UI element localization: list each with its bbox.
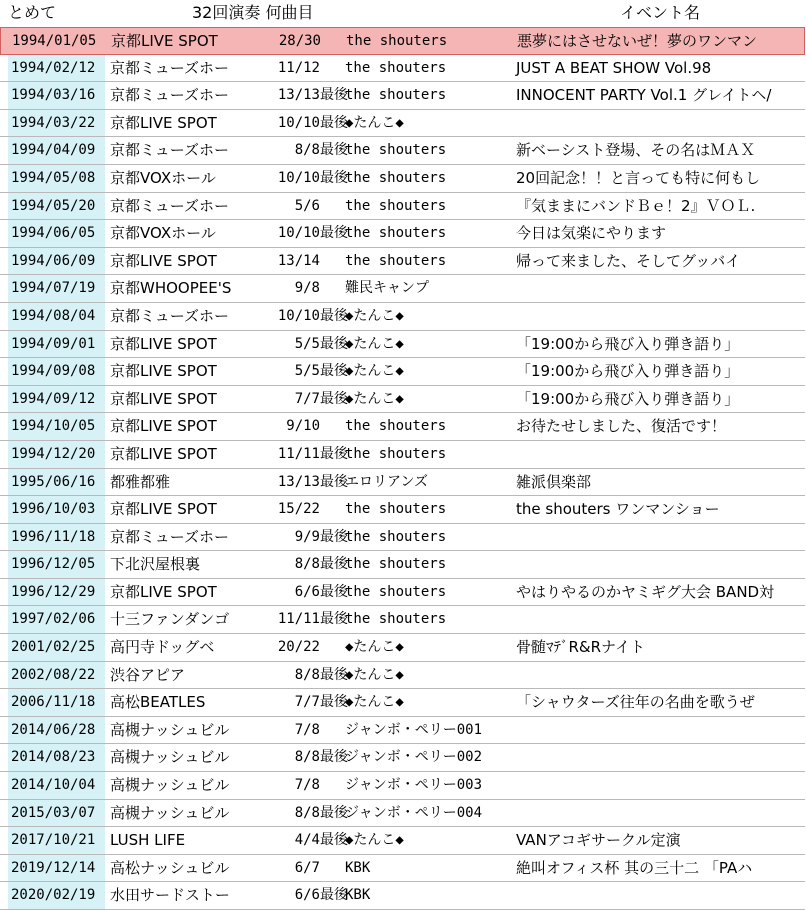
band-cell[interactable]: the shouters xyxy=(345,528,447,545)
date-cell[interactable]: 1994/01/05 xyxy=(12,33,97,49)
date-cell[interactable]: 1994/08/04 xyxy=(8,303,105,330)
song-number: 11/11 xyxy=(277,611,320,628)
venue-cell[interactable]: 京都LIVE SPOT xyxy=(110,389,217,408)
date-cell[interactable]: 1996/12/29 xyxy=(8,579,105,606)
song-count-cell[interactable] xyxy=(262,827,348,854)
event-cell[interactable]: the shouters ワンマンショー xyxy=(516,500,720,519)
band-cell[interactable]: エロリアンズ xyxy=(345,473,429,490)
event-cell[interactable]: 帰って来ました、そしてグッバイ xyxy=(516,251,741,270)
table-row[interactable] xyxy=(0,744,805,772)
song-number: 5/6 xyxy=(294,197,320,214)
table-row[interactable] xyxy=(0,469,805,497)
band-cell[interactable]: ◆たんこ◆ xyxy=(345,307,404,324)
venue-cell[interactable]: 高松ナッシュビル xyxy=(110,858,230,877)
song-number: 7/7 xyxy=(294,694,320,711)
song-number: 6/6 xyxy=(294,887,320,904)
event-cell[interactable]: 「19:00から飛び入り弾き語り」 xyxy=(516,362,740,381)
venue-cell[interactable]: 京都ミューズホー xyxy=(110,196,229,215)
date-cell[interactable]: 2001/02/25 xyxy=(8,634,105,661)
event-cell[interactable] xyxy=(516,606,805,633)
date-cell[interactable]: 1994/03/16 xyxy=(8,82,105,109)
table-row[interactable] xyxy=(0,606,805,634)
venue-cell[interactable]: 京都LIVE SPOT xyxy=(110,251,217,270)
table-row[interactable] xyxy=(0,441,805,469)
date-cell[interactable]: 2014/10/04 xyxy=(8,772,105,799)
date-cell[interactable]: 1994/09/08 xyxy=(8,358,105,385)
song-count-cell[interactable] xyxy=(262,634,344,661)
song-count-cell[interactable] xyxy=(262,137,348,164)
date-cell[interactable]: 1994/10/05 xyxy=(8,413,105,440)
table-row[interactable] xyxy=(0,855,805,883)
event-cell[interactable]: 「19:00から飛び入り弾き語り」 xyxy=(516,334,740,353)
date-cell[interactable]: 2015/03/07 xyxy=(8,800,105,827)
table-row[interactable] xyxy=(0,275,805,303)
band-cell[interactable]: the shouters xyxy=(345,252,447,269)
venue-cell[interactable]: LUSH LIFE xyxy=(110,831,186,850)
event-cell[interactable]: 「19:00から飛び入り弾き語り」 xyxy=(516,389,740,408)
last-song-marker: 最後 xyxy=(320,832,348,849)
song-number: 9/10 xyxy=(286,418,320,435)
date-cell[interactable]: 2019/12/14 xyxy=(8,855,105,882)
song-number: 20/22 xyxy=(277,639,320,656)
date-cell[interactable]: 2014/06/28 xyxy=(8,717,105,744)
event-cell[interactable] xyxy=(516,303,805,330)
song-number: 13/13 xyxy=(277,473,320,490)
song-count-cell[interactable] xyxy=(262,717,344,744)
venue-cell[interactable]: 京都LIVE SPOT xyxy=(110,113,217,132)
venue-cell[interactable]: 高円寺ドッグベ xyxy=(110,638,215,657)
venue-cell[interactable]: 京都ミューズホー xyxy=(110,527,229,546)
band-cell[interactable]: the shouters xyxy=(346,33,448,49)
last-song-marker: 最後 xyxy=(320,694,348,711)
table-row[interactable] xyxy=(0,331,805,359)
event-cell[interactable]: 雑派倶楽部 xyxy=(516,472,592,491)
song-number: 13/14 xyxy=(277,252,320,269)
date-cell[interactable]: 2017/10/21 xyxy=(8,827,105,854)
event-cell[interactable] xyxy=(516,717,805,744)
date-cell[interactable]: 1994/09/01 xyxy=(8,331,105,358)
table-row[interactable] xyxy=(0,303,805,331)
song-count-cell[interactable] xyxy=(262,165,348,192)
band-cell[interactable]: KBK xyxy=(345,859,371,876)
last-song-marker: 最後 xyxy=(320,114,348,131)
last-song-marker: 最後 xyxy=(320,666,348,683)
song-count-cell[interactable] xyxy=(262,469,348,496)
song-number: 7/8 xyxy=(294,721,320,738)
venue-cell[interactable]: 京都VOXホール xyxy=(110,224,216,243)
venue-cell[interactable]: 十三ファンダンゴ xyxy=(110,610,230,629)
band-cell[interactable]: ◆たんこ◆ xyxy=(345,363,404,380)
venue-cell[interactable]: 高槻ナッシュビル xyxy=(110,720,230,739)
song-count-cell[interactable] xyxy=(262,331,348,358)
date-cell[interactable]: 1996/10/03 xyxy=(8,496,105,523)
last-song-marker: 最後 xyxy=(320,804,348,821)
table-row[interactable] xyxy=(0,193,805,221)
band-cell[interactable]: ◆たんこ◆ xyxy=(345,335,404,352)
table-row[interactable] xyxy=(0,55,805,83)
song-count-cell[interactable] xyxy=(262,248,344,275)
venue-cell[interactable]: 高槻ナッシュビル xyxy=(110,803,230,822)
song-count-cell[interactable] xyxy=(262,551,348,578)
last-song-marker: 最後 xyxy=(320,363,348,380)
event-cell[interactable]: 『気ままにバンドＢｅ！2』ＶＯＬ. xyxy=(516,196,756,215)
venue-cell[interactable]: 都雅都雅 xyxy=(110,472,171,491)
venue-cell[interactable]: 下北沢屋根裏 xyxy=(110,555,201,574)
band-cell[interactable]: the shouters xyxy=(345,556,447,573)
song-number: 28/30 xyxy=(278,33,321,49)
venue-cell[interactable]: 京都ミューズホー xyxy=(110,306,229,325)
song-number: 10/10 xyxy=(277,225,320,242)
event-cell[interactable] xyxy=(516,772,805,799)
table-row[interactable] xyxy=(0,110,805,138)
band-cell[interactable]: the shouters xyxy=(345,59,447,76)
song-count-cell[interactable] xyxy=(262,275,344,302)
venue-cell[interactable]: 渋谷アピア xyxy=(110,665,186,684)
last-song-marker: 最後 xyxy=(320,749,348,766)
song-number: 15/22 xyxy=(277,501,320,518)
table-row[interactable] xyxy=(0,496,805,524)
song-count-cell[interactable] xyxy=(262,855,344,882)
table-row[interactable] xyxy=(0,524,805,552)
song-number: 8/8 xyxy=(294,556,320,573)
date-cell[interactable]: 1996/11/18 xyxy=(8,524,105,551)
table-row[interactable] xyxy=(0,386,805,414)
table-row[interactable] xyxy=(0,27,805,55)
date-cell[interactable]: 1994/02/12 xyxy=(8,55,105,82)
song-number: 7/7 xyxy=(294,390,320,407)
song-number: 7/8 xyxy=(294,777,320,794)
venue-cell[interactable]: 京都VOXホール xyxy=(110,168,216,187)
band-cell[interactable]: 難民キャンプ xyxy=(345,280,429,297)
last-song-marker: 最後 xyxy=(320,335,348,352)
table-row[interactable] xyxy=(0,772,805,800)
event-cell[interactable] xyxy=(516,275,805,302)
venue-cell[interactable]: 高槻ナッシュビル xyxy=(110,748,230,767)
table-row[interactable] xyxy=(0,827,805,855)
song-count-cell[interactable] xyxy=(262,358,348,385)
song-number: 11/12 xyxy=(277,59,320,76)
table-row[interactable] xyxy=(0,717,805,745)
band-cell[interactable]: KBK xyxy=(345,887,371,904)
event-cell[interactable]: 20回記念！！と言っても特に何もし xyxy=(516,168,761,187)
band-cell[interactable]: the shouters xyxy=(345,418,447,435)
song-number: 4/4 xyxy=(294,832,320,849)
band-cell[interactable]: ジャンボ・ペリー002 xyxy=(345,749,483,766)
song-number: 5/5 xyxy=(294,335,320,352)
venue-cell[interactable]: 高松BEATLES xyxy=(110,693,206,712)
date-cell[interactable]: 1994/12/20 xyxy=(8,441,105,468)
header-first-col: とめて xyxy=(8,3,57,22)
song-number: 8/8 xyxy=(294,804,320,821)
song-count-cell[interactable] xyxy=(262,496,344,523)
table-row[interactable] xyxy=(0,220,805,248)
song-number: 9/8 xyxy=(294,280,320,297)
event-cell[interactable]: 「シャウターズ往年の名曲を歌うぜ xyxy=(516,693,755,712)
date-cell[interactable]: 1994/05/08 xyxy=(8,165,105,192)
song-number: 10/10 xyxy=(277,114,320,131)
date-cell[interactable]: 1995/06/16 xyxy=(8,469,105,496)
band-cell[interactable]: the shouters xyxy=(345,197,447,214)
date-cell[interactable]: 1994/03/22 xyxy=(8,110,105,137)
event-cell[interactable]: やはりやるのかヤミギグ大会 BAND対 xyxy=(516,582,775,601)
song-number: 10/10 xyxy=(277,307,320,324)
event-cell[interactable]: INNOCENT PARTY Vol.1 グレイトヘ/ xyxy=(516,86,772,105)
date-cell[interactable]: 2020/02/19 xyxy=(8,882,105,909)
last-song-marker: 最後 xyxy=(320,528,348,545)
venue-cell[interactable]: 京都ミューズホー xyxy=(110,86,229,105)
band-cell[interactable]: ◆たんこ◆ xyxy=(345,114,404,131)
band-cell[interactable]: ◆たんこ◆ xyxy=(345,694,404,711)
song-count-cell[interactable] xyxy=(262,606,348,633)
song-count-cell[interactable] xyxy=(262,82,348,109)
header-count-col: 32回演奏 何曲目 xyxy=(192,3,314,22)
band-cell[interactable]: the shouters xyxy=(345,169,447,186)
band-cell[interactable]: ジャンボ・ペリー003 xyxy=(345,777,483,794)
song-count-cell[interactable] xyxy=(262,689,348,716)
venue-cell[interactable]: 京都LIVE SPOT xyxy=(110,417,217,436)
band-cell[interactable]: the shouters xyxy=(345,142,447,159)
venue-cell[interactable]: 京都LIVE SPOT xyxy=(110,334,217,353)
table-row[interactable] xyxy=(0,413,805,441)
song-count-cell[interactable] xyxy=(262,579,348,606)
event-cell[interactable]: JUST A BEAT SHOW Vol.98 xyxy=(516,58,712,77)
band-cell[interactable]: the shouters xyxy=(345,225,447,242)
song-number: 11/11 xyxy=(277,445,320,462)
song-number: 13/13 xyxy=(277,87,320,104)
table-row[interactable] xyxy=(0,579,805,607)
last-song-marker: 最後 xyxy=(320,473,348,490)
venue-cell[interactable]: 京都LIVE SPOT xyxy=(111,32,218,50)
date-cell[interactable]: 1997/02/06 xyxy=(8,606,105,633)
band-cell[interactable]: the shouters xyxy=(345,445,447,462)
last-song-marker: 最後 xyxy=(320,307,348,324)
venue-cell[interactable]: 京都WHOOPEE'S xyxy=(110,279,232,298)
date-cell[interactable]: 1994/06/09 xyxy=(8,248,105,275)
event-cell[interactable]: 絶叫オフィス杯 其の三十二 「PAハ xyxy=(516,858,753,877)
song-count-cell[interactable] xyxy=(262,744,348,771)
table-row[interactable] xyxy=(0,689,805,717)
song-number: 8/8 xyxy=(294,666,320,683)
table-row[interactable] xyxy=(0,82,805,110)
last-song-marker: 最後 xyxy=(320,87,348,104)
last-song-marker: 最後 xyxy=(320,142,348,159)
event-cell[interactable]: 今日は気楽にやります xyxy=(516,224,667,243)
song-count-cell[interactable] xyxy=(262,413,344,440)
band-cell[interactable]: ◆たんこ◆ xyxy=(345,666,404,683)
last-song-marker: 最後 xyxy=(320,583,348,600)
song-number: 10/10 xyxy=(277,169,320,186)
date-cell[interactable]: 1994/04/09 xyxy=(8,137,105,164)
venue-cell[interactable]: 京都LIVE SPOT xyxy=(110,582,217,601)
event-cell[interactable]: 新ベーシスト登場、その名はＭＡＸ xyxy=(516,141,756,160)
song-count-cell[interactable] xyxy=(262,110,348,137)
venue-cell[interactable]: 水田サードストー xyxy=(110,886,230,905)
band-cell[interactable]: ◆たんこ◆ xyxy=(345,832,404,849)
band-cell[interactable]: ジャンボ・ペリー001 xyxy=(345,721,483,738)
table-row[interactable] xyxy=(0,800,805,828)
venue-cell[interactable]: 京都LIVE SPOT xyxy=(110,444,217,463)
event-cell[interactable] xyxy=(516,441,805,468)
event-cell[interactable]: VANアコギサークル定演 xyxy=(516,831,681,850)
band-cell[interactable]: the shouters xyxy=(345,87,447,104)
song-count-cell[interactable] xyxy=(262,193,344,220)
song-number: 6/7 xyxy=(294,859,320,876)
date-cell[interactable]: 1994/05/20 xyxy=(8,193,105,220)
date-cell[interactable]: 2006/11/18 xyxy=(8,689,105,716)
band-cell[interactable]: the shouters xyxy=(345,611,447,628)
venue-cell[interactable]: 高槻ナッシュビル xyxy=(110,776,230,795)
table-row[interactable] xyxy=(0,882,805,910)
table-row[interactable] xyxy=(0,165,805,193)
last-song-marker: 最後 xyxy=(320,887,348,904)
event-cell[interactable] xyxy=(516,800,805,827)
song-count-cell[interactable] xyxy=(262,524,348,551)
table-row[interactable] xyxy=(0,662,805,690)
song-count-cell[interactable] xyxy=(262,441,348,468)
event-cell[interactable]: 骨髄ﾏﾃﾞR&Rナイト xyxy=(516,638,645,657)
date-cell[interactable]: 1994/09/12 xyxy=(8,386,105,413)
date-cell[interactable]: 1994/06/05 xyxy=(8,220,105,247)
date-cell[interactable]: 1996/12/05 xyxy=(8,551,105,578)
venue-cell[interactable]: 京都LIVE SPOT xyxy=(110,500,217,519)
table-row[interactable] xyxy=(0,358,805,386)
song-count-cell[interactable] xyxy=(263,28,345,54)
song-count-cell[interactable] xyxy=(262,386,348,413)
last-song-marker: 最後 xyxy=(320,225,348,242)
venue-cell[interactable]: 京都LIVE SPOT xyxy=(110,362,217,381)
event-cell[interactable] xyxy=(516,744,805,771)
song-count-cell[interactable] xyxy=(262,772,344,799)
band-cell[interactable]: ジャンボ・ペリー004 xyxy=(345,804,483,821)
date-cell[interactable]: 2014/08/23 xyxy=(8,744,105,771)
song-number: 6/6 xyxy=(294,583,320,600)
table-row[interactable] xyxy=(0,248,805,276)
date-cell[interactable]: 1994/07/19 xyxy=(8,275,105,302)
header-event-col: イベント名 xyxy=(620,3,701,22)
last-song-marker: 最後 xyxy=(320,611,348,628)
band-cell[interactable]: the shouters xyxy=(345,501,447,518)
last-song-marker: 最後 xyxy=(320,445,348,462)
song-count-cell[interactable] xyxy=(262,303,348,330)
band-cell[interactable]: ◆たんこ◆ xyxy=(345,639,404,656)
venue-cell[interactable]: 京都ミューズホー xyxy=(110,141,229,160)
event-cell[interactable]: 悪夢にはさせないぜ！夢のワンマン xyxy=(517,32,758,50)
table-row[interactable] xyxy=(0,634,805,662)
table-row[interactable] xyxy=(0,137,805,165)
song-number: 9/9 xyxy=(294,528,320,545)
event-cell[interactable] xyxy=(516,524,805,551)
venue-cell[interactable]: 京都ミューズホー xyxy=(110,58,229,77)
event-cell[interactable]: お待たせしました、復活です！ xyxy=(516,417,727,436)
table-row[interactable] xyxy=(0,551,805,579)
date-cell[interactable]: 2002/08/22 xyxy=(8,662,105,689)
event-cell[interactable] xyxy=(516,662,805,689)
event-cell[interactable] xyxy=(516,882,805,909)
band-cell[interactable]: the shouters xyxy=(345,583,447,600)
song-count-cell[interactable] xyxy=(262,662,348,689)
song-count-cell[interactable] xyxy=(262,800,348,827)
last-song-marker: 最後 xyxy=(320,556,348,573)
live-history-table xyxy=(0,27,805,910)
band-cell[interactable]: ◆たんこ◆ xyxy=(345,390,404,407)
event-cell[interactable] xyxy=(516,110,805,137)
song-count-cell[interactable] xyxy=(262,220,348,247)
last-song-marker: 最後 xyxy=(320,169,348,186)
last-song-marker: 最後 xyxy=(320,390,348,407)
song-number: 8/8 xyxy=(294,749,320,766)
song-number: 8/8 xyxy=(294,142,320,159)
song-number: 5/5 xyxy=(294,363,320,380)
event-cell[interactable] xyxy=(516,551,805,578)
song-count-cell[interactable] xyxy=(262,55,344,82)
song-count-cell[interactable] xyxy=(262,882,348,909)
